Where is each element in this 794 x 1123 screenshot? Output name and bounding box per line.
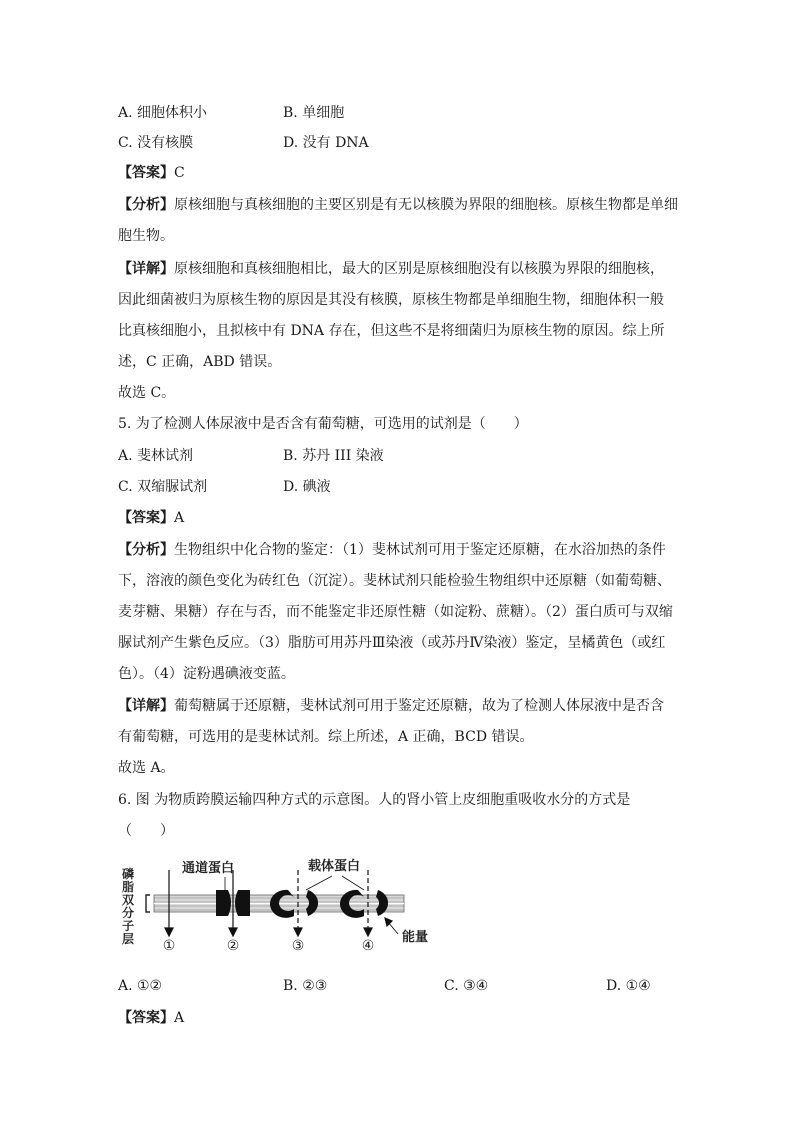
analysis-text: 生物组织中化合物的鉴定：（1）斐林试剂可用于鉴定还原糖，在水浴加热的条件 xyxy=(174,542,666,558)
q5-analysis-line-5: 色）。（4）淀粉遇碘液变蓝。 xyxy=(118,666,295,682)
answer-value: A xyxy=(174,510,185,526)
q5-analysis-line-1 xyxy=(118,540,666,560)
answer-value: C xyxy=(174,165,185,181)
answer-value: A xyxy=(174,1010,185,1026)
marker-1: ① xyxy=(162,938,176,952)
analysis-tag: 【分析】 xyxy=(118,197,174,213)
q4-option-c: C. 没有核膜 xyxy=(118,135,194,151)
q4-analysis-line-1 xyxy=(118,195,678,215)
membrane-transport-diagram xyxy=(112,852,452,952)
detail-tag: 【详解】 xyxy=(118,698,174,714)
answer-tag: 【答案】 xyxy=(118,1010,174,1026)
q5-analysis-line-4: 脲试剂产生紫色反应。（3）脂肪可用苏丹Ⅲ染液（或苏丹Ⅳ染液）鉴定，呈橘黄色（或红 xyxy=(118,635,666,651)
q6-option-d: D. ①④ xyxy=(606,978,651,994)
bilayer-bracket xyxy=(146,895,150,912)
q6-option-b: B. ②③ xyxy=(283,978,328,994)
q5-answer xyxy=(118,508,184,528)
side-label-char: 脂 xyxy=(122,880,135,894)
q4-answer xyxy=(118,163,185,183)
q4-detail-line-2: 因此细菌被归为原核生物的原因是其没有核膜，原核生物都是单细胞生物，细胞体积一般 xyxy=(118,292,664,308)
q5-detail-line-2: 有葡萄糖，可选用的是斐林试剂。综上所述，A 正确，BCD 错误。 xyxy=(118,729,534,745)
analysis-tag: 【分析】 xyxy=(118,542,174,558)
q4-option-b: B. 单细胞 xyxy=(283,105,345,121)
q4-detail-line-4: 述，C 正确，ABD 错误。 xyxy=(118,354,282,370)
detail-text: 葡萄糖属于还原糖，斐林试剂可用于鉴定还原糖，故为了检测人体尿液中是否含 xyxy=(174,698,664,714)
q5-stem: 5. 为了检测人体尿液中是否含有葡萄糖，可选用的试剂是（ ） xyxy=(118,416,528,432)
q6-option-a: A. ①② xyxy=(118,978,163,994)
side-label-char: 双 xyxy=(122,893,135,907)
q5-analysis-line-3: 麦芽糖、果糖）存在与否，而不能鉴定非还原性糖（如淀粉、蔗糖）。（2）蛋白质可与双缩 xyxy=(118,604,673,620)
marker-3: ③ xyxy=(291,938,305,952)
q6-stem-line-1: 6. 图 为物质跨膜运输四种方式的示意图。人的肾小管上皮细胞重吸收水分的方式是 xyxy=(118,792,631,808)
analysis-text: 原核细胞与真核细胞的主要区别是有无以核膜为界限的细胞核。原核生物都是单细 xyxy=(174,197,678,213)
side-label-char: 层 xyxy=(122,932,135,946)
side-label-char: 子 xyxy=(122,919,135,933)
channel-protein-right xyxy=(235,890,250,916)
channel-protein-label: 通道蛋白 xyxy=(182,861,235,876)
channel-protein-left xyxy=(216,890,231,916)
energy-label: 能量 xyxy=(402,930,429,945)
answer-tag: 【答案】 xyxy=(118,510,174,526)
q5-analysis-line-2: 下，溶液的颜色变化为砖红色（沉淀）。斐林试剂只能检验生物组织中还原糖（如葡萄糖、 xyxy=(118,573,671,589)
side-label-char: 磷 xyxy=(122,867,135,881)
marker-4: ④ xyxy=(361,938,375,952)
q4-detail-line-3: 比真核细胞小，且拟核中有 DNA 存在，但这些不是将细菌归为原核生物的原因。综上所 xyxy=(118,323,665,339)
q6-stem-line-2: （ ） xyxy=(118,823,174,839)
q4-option-d: D. 没有 DNA xyxy=(283,135,369,151)
q5-option-c: C. 双缩脲试剂 xyxy=(118,479,208,495)
answer-tag: 【答案】 xyxy=(118,165,174,181)
q4-analysis-line-2: 胞生物。 xyxy=(118,228,174,244)
detail-tag: 【详解】 xyxy=(118,261,174,277)
q4-detail-line-1 xyxy=(118,259,664,279)
q6-option-c: C. ③④ xyxy=(444,978,489,994)
side-label-char: 分 xyxy=(122,906,135,920)
q6-answer xyxy=(118,1008,184,1028)
q5-option-a: A. 斐林试剂 xyxy=(118,448,194,464)
q5-option-d: D. 碘液 xyxy=(283,479,331,495)
carrier-protein-label: 载体蛋白 xyxy=(308,859,361,874)
q5-option-b: B. 苏丹 III 染液 xyxy=(283,448,384,464)
q5-detail-line-1 xyxy=(118,696,664,716)
q4-choose: 故选 C。 xyxy=(118,385,176,401)
q4-option-a: A. 细胞体积小 xyxy=(118,105,208,121)
q5-choose: 故选 A。 xyxy=(118,760,175,776)
detail-text: 原核细胞和真核细胞相比，最大的区别是原核细胞没有以核膜为界限的细胞核， xyxy=(174,261,664,277)
marker-2: ② xyxy=(226,938,240,952)
